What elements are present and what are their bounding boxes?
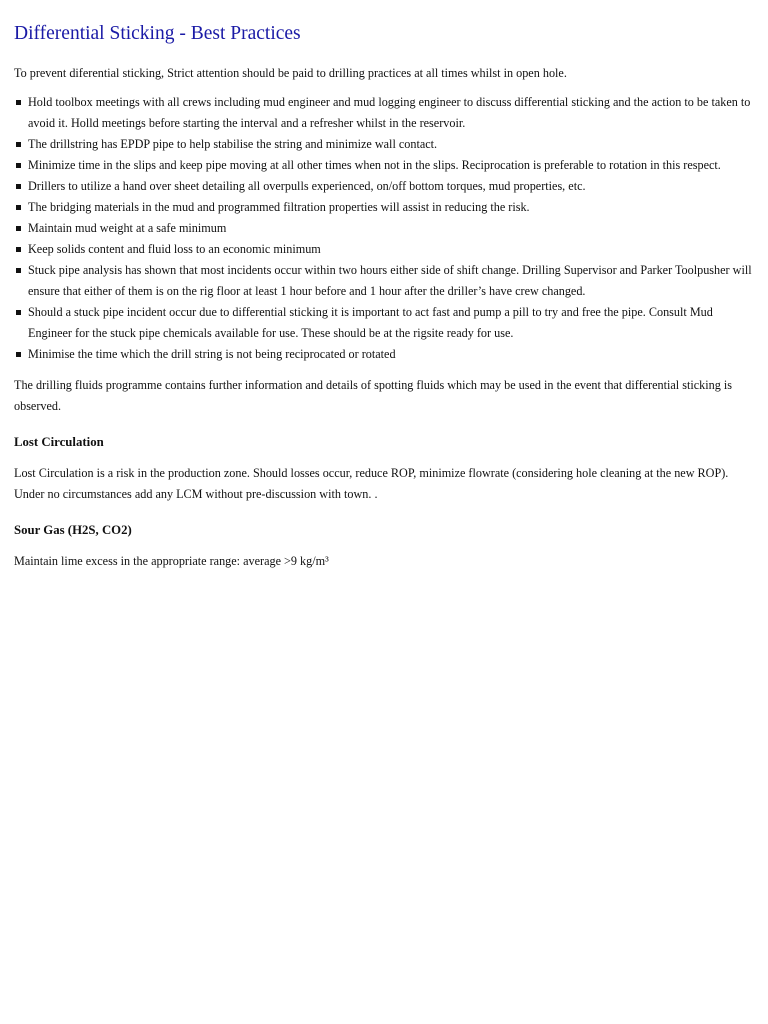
- list-item-text: Should a stuck pipe incident occur due to differential sticking it is important to act fast and pump a pill to try and free the pipe. Consult Mud Engineer for the stuck pipe chemicals available for use. These should be at the rigsite ready for use.: [28, 305, 713, 340]
- list-item: [14, 302, 754, 344]
- list-item-text: Stuck pipe analysis has shown that most incidents occur within two hours either side of shift change. Drilling Supervisor and Parker Toolpusher will ensure that either of them is on the rig floor at least 1 hour before and 1 hour after the driller’s have crew changed.: [28, 263, 752, 298]
- lost-circulation-heading: Lost Circulation: [14, 435, 104, 449]
- list-item-text: Keep solids content and fluid loss to an economic minimum: [28, 242, 321, 256]
- list-item-text: Minimize time in the slips and keep pipe moving at all other times when not in the slips. Reciprocation is preferable to rotation in this respect.: [28, 158, 721, 172]
- list-item: [14, 155, 754, 176]
- list-item: [14, 134, 754, 155]
- square-bullet-icon: [16, 205, 21, 210]
- square-bullet-icon: [16, 184, 21, 189]
- square-bullet-icon: [16, 268, 21, 273]
- square-bullet-icon: [16, 163, 21, 168]
- sour-gas-heading: Sour Gas (H2S, CO2): [14, 523, 132, 537]
- list-item-text: The bridging materials in the mud and programmed filtration properties will assist in reducing the risk.: [28, 200, 530, 214]
- list-item-text: Minimise the time which the drill string is not being reciprocated or rotated: [28, 347, 396, 361]
- intro-paragraph: To prevent diferential sticking, Strict attention should be paid to drilling practices at all times whilst in open hole.: [14, 66, 567, 80]
- best-practices-list: [14, 92, 754, 365]
- sour-gas-paragraph: Maintain lime excess in the appropriate range: average >9 kg/m³: [14, 554, 329, 568]
- square-bullet-icon: [16, 310, 21, 315]
- square-bullet-icon: [16, 247, 21, 252]
- list-item: [14, 92, 754, 134]
- list-item: [14, 344, 754, 365]
- list-item: [14, 197, 754, 218]
- page-title: Differential Sticking - Best Practices: [14, 23, 301, 44]
- list-item: [14, 239, 754, 260]
- list-item-text: Hold toolbox meetings with all crews including mud engineer and mud logging engineer to discuss differential sticking and the action to be taken to avoid it. Holld meetings before starting the interval and a refresher whilst in the reservoir.: [28, 95, 751, 130]
- list-item: [14, 260, 754, 302]
- square-bullet-icon: [16, 100, 21, 105]
- square-bullet-icon: [16, 352, 21, 357]
- lost-circulation-paragraph: Lost Circulation is a risk in the production zone. Should losses occur, reduce ROP, minimize flowrate (considering hole cleaning at the new ROP). Under no circumstances add any LCM without pre-discussion with town. .: [14, 466, 729, 501]
- list-item: [14, 176, 754, 197]
- list-item-text: Drillers to utilize a hand over sheet detailing all overpulls experienced, on/off bottom torques, mud properties, etc.: [28, 179, 586, 193]
- drilling-fluids-paragraph: The drilling fluids programme contains further information and details of spotting fluids which may be used in the event that differential sticking is observed.: [14, 378, 732, 413]
- list-item-text: The drillstring has EPDP pipe to help stabilise the string and minimize wall contact.: [28, 137, 438, 151]
- list-item: [14, 218, 754, 239]
- list-item-text: Maintain mud weight at a safe minimum: [28, 221, 227, 235]
- square-bullet-icon: [16, 226, 21, 231]
- square-bullet-icon: [16, 142, 21, 147]
